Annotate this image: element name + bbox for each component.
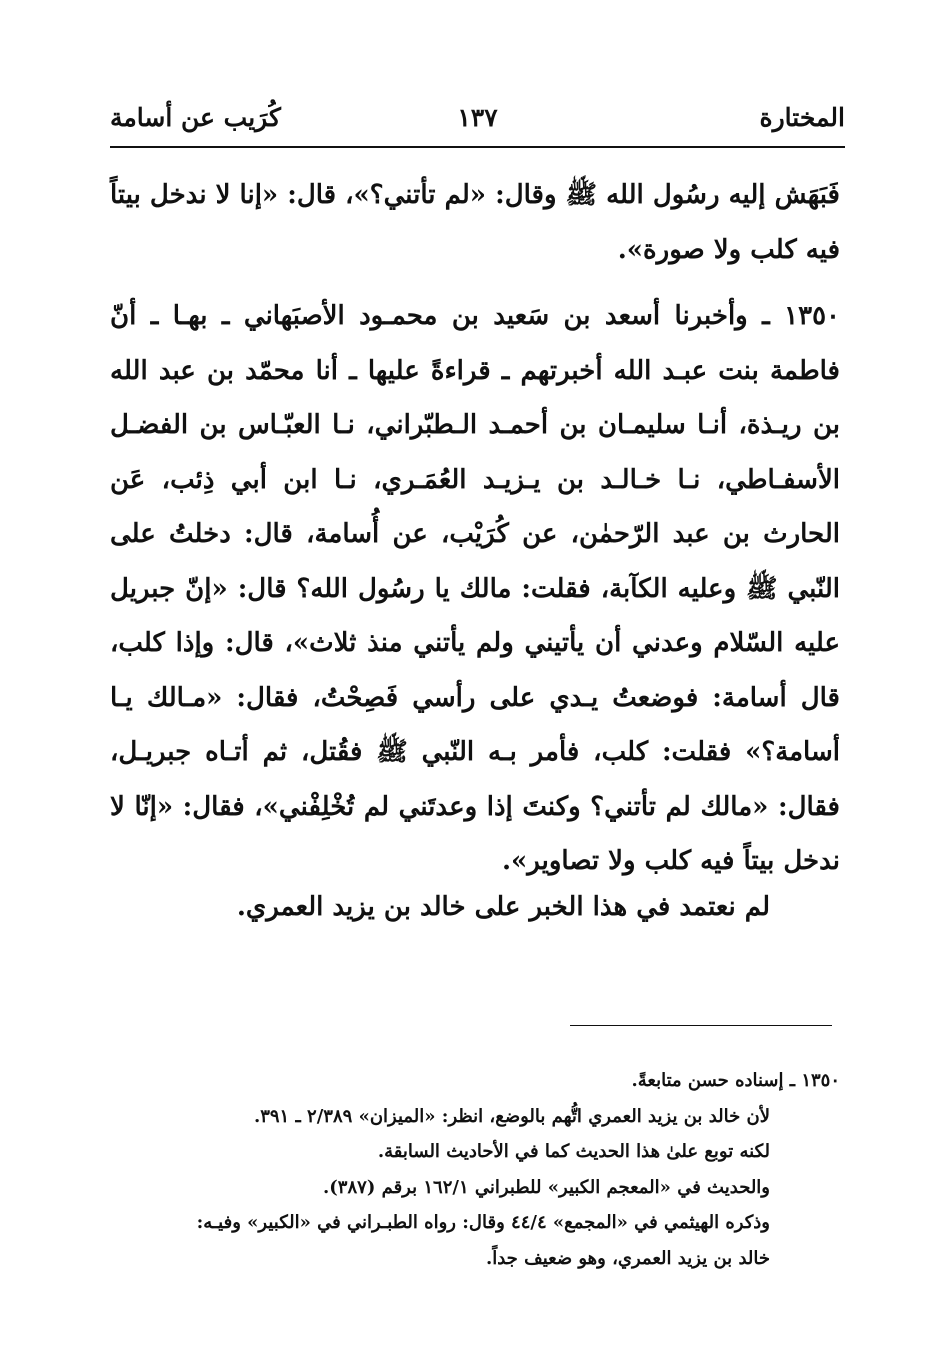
editor-note: لم نعتمد في هذا الخبر على خالد بن يزيد العمري. bbox=[236, 892, 770, 922]
hadith-text: ـ وأخبرنا أسعد بن سَعيد بن محمـود الأصبَهاني ـ بهـا ـ أنّ فاطمة بنت عبـد الله أخبرتهم ـ قراءةً عليها ـ أنا محمّد بن عبد الله بن ريـذة، أنـا سليمـان بن أحمـد الـطبّراني، نـا العبّـاس بن الفضـل الأسفـاطي، نـا خـالـد بن يـزيـد العُمَـري، نـا ابن أبي ذِئب، عَن الحارث بن عبد الرّحمٰن، عن كُرَيْب، عن أُسامة، قال: دخلتُ على النّبي ﷺ وعليه الكآبة، فقلت: مالك يا رسُول الله؟ قال: «إنّ جبريل عليه السّلام وعدني أن يأتيني ولم يأتني منذ ثلاث»، قال: وإذا كلب، قال أسامة: فوضعتُ يـدي على رأسي فَصِحْتُ، فقال: «مـالك يـا أسامة؟» فقلت: كلب، فأمر بـه النّبي ﷺ فقُتل، ثم أتـاه جبريـل، فقال: «مالك لم تأتني؟ وكنتَ إذا وعدتَني لم تُخْلِفْني»، فقال: «إنّا لا ندخل بيتاً فيه كلب ولا تصاوير». bbox=[110, 301, 840, 876]
header-book-title: المختارة bbox=[759, 103, 845, 132]
hadith-number: ١٣٥٠ bbox=[784, 301, 840, 331]
header-section-title: كُرَيب عن أسامة bbox=[110, 103, 281, 132]
page-number: ١٣٧ bbox=[457, 103, 498, 132]
footnote-line: لكنه توبع علىٰ هذا الحديث كما في الأحاديث السابقة. bbox=[377, 1141, 770, 1162]
header-rule bbox=[110, 146, 845, 148]
footnote-line: ١٣٥٠ ـ إسناده حسن متابعةً. bbox=[631, 1070, 840, 1091]
footnote-line: خالد بن يزيد العمري، وهو ضعيف جداً. bbox=[485, 1247, 770, 1269]
running-header bbox=[110, 98, 845, 148]
footnote-line: والحديث في «المعجم الكبير» للطبراني ١٦٢/١ برقم (٣٨٧). bbox=[323, 1176, 770, 1198]
footnote-line: وذكره الهيثمي في «المجمع» ٤٤/٤ وقال: رواه الطبـراني في «الكبير» وفيـه: bbox=[196, 1212, 770, 1233]
footnotes bbox=[110, 1063, 840, 1276]
main-text bbox=[110, 168, 840, 889]
hadith-paragraph bbox=[110, 289, 840, 889]
footnote-line: لأن خالد بن يزيد العمري اتُّهم بالوضع، انظر: «الميزان» ٢/٣٨٩ ـ ٣٩١. bbox=[253, 1105, 770, 1127]
footnote-rule bbox=[570, 1025, 832, 1026]
paragraph-continuation: فَبَهَش إليه رسُول الله ﷺ وقال: «لم تأتني؟»، قال: «إنا لا ندخل بيتاً فيه كلب ولا صورة». bbox=[110, 180, 840, 265]
